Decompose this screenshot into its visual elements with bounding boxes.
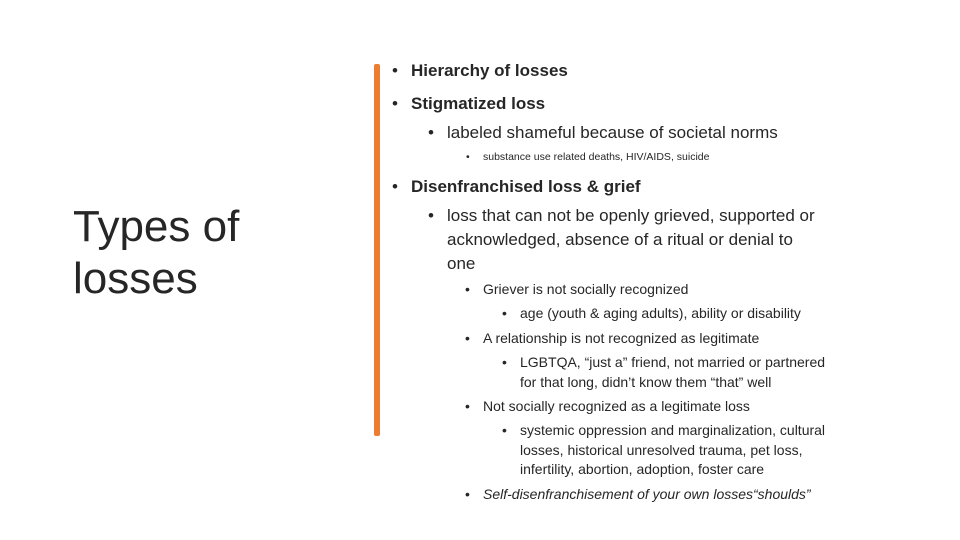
item-stigmatized-sub: labeled shameful because of societal norms (447, 123, 778, 142)
item-not-recognized-example-line-3: infertility, abortion, adoption, foster care (520, 461, 765, 477)
item-relationship: A relationship is not recognized as legitimate (483, 330, 760, 346)
item-relationship-example-line-1: LGBTQA, “just a” friend, not married or partnered (520, 354, 826, 370)
bullet-icon: • (502, 422, 507, 438)
item-self-disenfranchisement: Self-disenfranchisement of your own losses“shoulds” (483, 486, 811, 502)
item-hierarchy: Hierarchy of losses (411, 61, 568, 80)
bullet-icon: • (502, 305, 507, 321)
item-disenfranchised-sub-line-2: acknowledged, absence of a ritual or denial to (447, 230, 793, 249)
title-line-2: losses (73, 254, 198, 303)
item-not-recognized: Not socially recognized as a legitimate loss (483, 398, 750, 414)
bullet-icon: • (466, 151, 470, 163)
bullet-icon: • (465, 281, 470, 297)
bullet-icon: • (392, 94, 398, 113)
title-line-1: Types of (73, 202, 240, 251)
item-not-recognized-example-line-1: systemic oppression and marginalization, cultural (520, 422, 826, 438)
bullet-icon: • (428, 206, 434, 225)
bullet-icon: • (465, 486, 470, 502)
item-disenfranchised-sub-line-1: loss that can not be openly grieved, supported or (447, 206, 815, 225)
bullet-icon: • (428, 123, 434, 142)
bullet-icon: • (502, 354, 507, 370)
item-disenfranchised: Disenfranchised loss & grief (411, 177, 641, 196)
item-disenfranchised-sub-line-3: one (447, 254, 476, 273)
bullet-icon: • (392, 61, 398, 80)
item-stigmatized: Stigmatized loss (411, 94, 546, 113)
item-stigmatized-examples: substance use related deaths, HIV/AIDS, suicide (483, 151, 710, 163)
bullet-icon: • (392, 177, 398, 196)
bullet-icon: • (465, 398, 470, 414)
bullet-icon: • (465, 330, 470, 346)
item-griever: Griever is not socially recognized (483, 281, 689, 297)
item-not-recognized-example-line-2: losses, historical unresolved trauma, pet loss, (520, 442, 803, 458)
item-relationship-example-line-2: for that long, didn’t know them “that” well (520, 374, 772, 390)
item-griever-example: age (youth & aging adults), ability or disability (520, 305, 801, 321)
